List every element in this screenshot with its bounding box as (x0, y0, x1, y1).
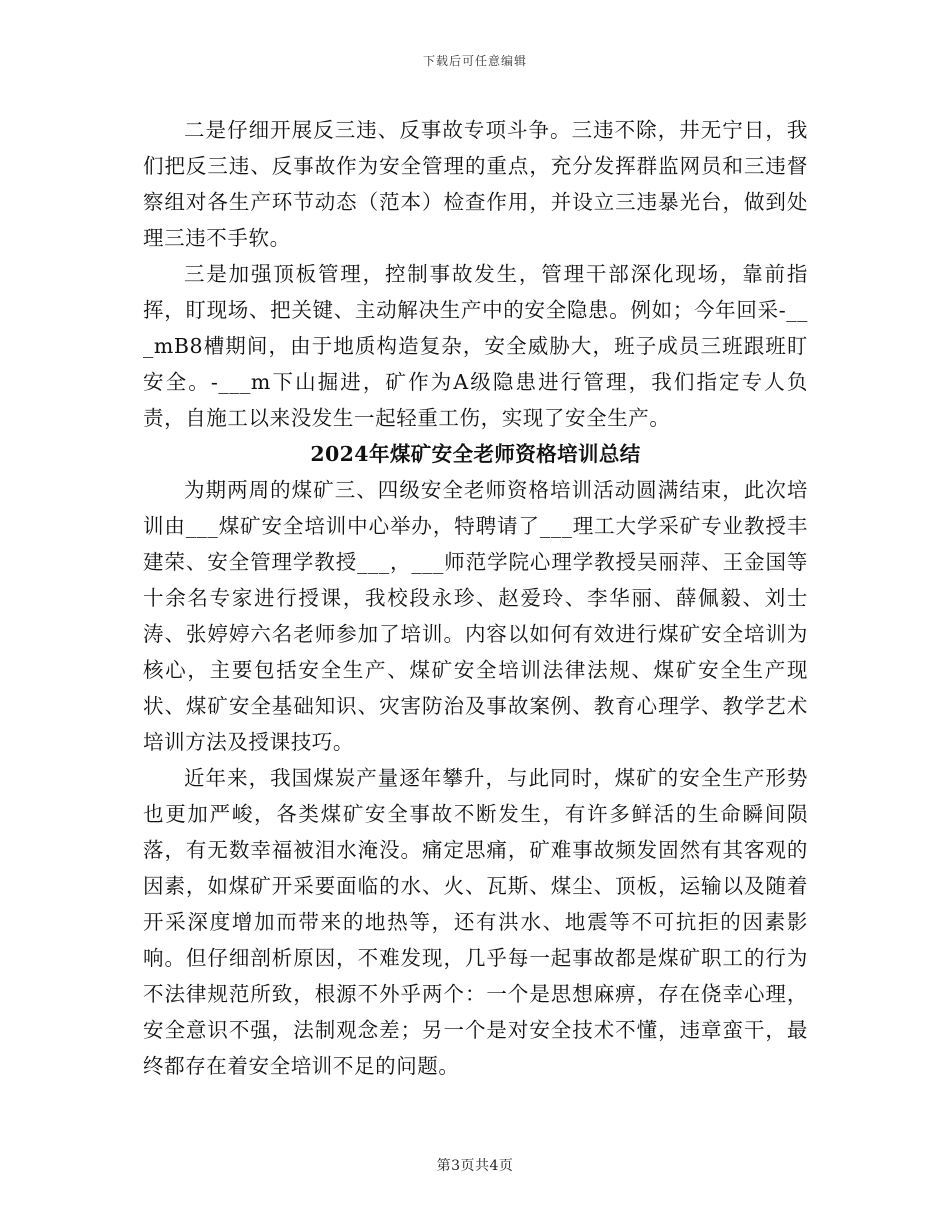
paragraph: 二是仔细开展反三违、反事故专项斗争。三违不除，井无宁日，我们把反三违、反事故作为安全管理的重点，充分发挥群监网员和三违督察组对各生产环节动态（范本）检查作用，并设立三违暴光台，做到处理三违不手软。 (143, 118, 808, 250)
page-number: 第3页共4页 (436, 1158, 514, 1174)
paragraph: 三是加强顶板管理，控制事故发生，管理干部深化现场，靠前指挥，盯现场、把关键、主动解决生产中的安全隐患。例如；今年回采-___mB8槽期间，由于地质构造复杂，安全威胁大，班子成员三班跟班盯安全。-___m下山掘进，矿作为A级隐患进行管理，我们指定专人负责，自施工以来没发生一起轻重工伤，实现了安全生产。 (143, 262, 808, 430)
paragraph: 近年来，我国煤炭产量逐年攀升，与此同时，煤矿的安全生产形势也更加严峻，各类煤矿安全事故不断发生，有许多鲜活的生命瞬间陨落，有无数幸福被泪水淹没。痛定思痛，矿难事故频发固然有其客观的因素，如煤矿开采要面临的水、火、瓦斯、煤尘、顶板，运输以及随着开采深度增加而带来的地热等，还有洪水、地震等不可抗拒的因素影响。但仔细剖析原因，不难发现，几乎每一起事故都是煤矿职工的行为不法律规范所致，根源不外乎两个：一个是思想麻痹，存在侥幸心理，安全意识不强，法制观念差；另一个是对安全技术不懂，违章蛮干，最终都存在着安全培训不足的问题。 (143, 766, 808, 1078)
section-title: 2024年煤矿安全老师资格培训总结 (310, 442, 641, 466)
page-header: 下载后可任意编辑 (422, 54, 527, 68)
paragraph: 为期两周的煤矿三、四级安全老师资格培训活动圆满结束，此次培训由___煤矿安全培训中心举办，特聘请了___理工大学采矿专业教授丰建荣、安全管理学教授___，___师范学院心理学教授吴丽萍、王金国等十余名专家进行授课，我校段永珍、赵爱玲、李华丽、薛佩毅、刘士涛、张婷婷六名老师参加了培训。内容以如何有效进行煤矿安全培训为核心，主要包括安全生产、煤矿安全培训法律法规、煤矿安全生产现状、煤矿安全基础知识、灾害防治及事故案例、教育心理学、教学艺术培训方法及授课技巧。 (143, 478, 808, 754)
document-body (143, 112, 808, 1084)
